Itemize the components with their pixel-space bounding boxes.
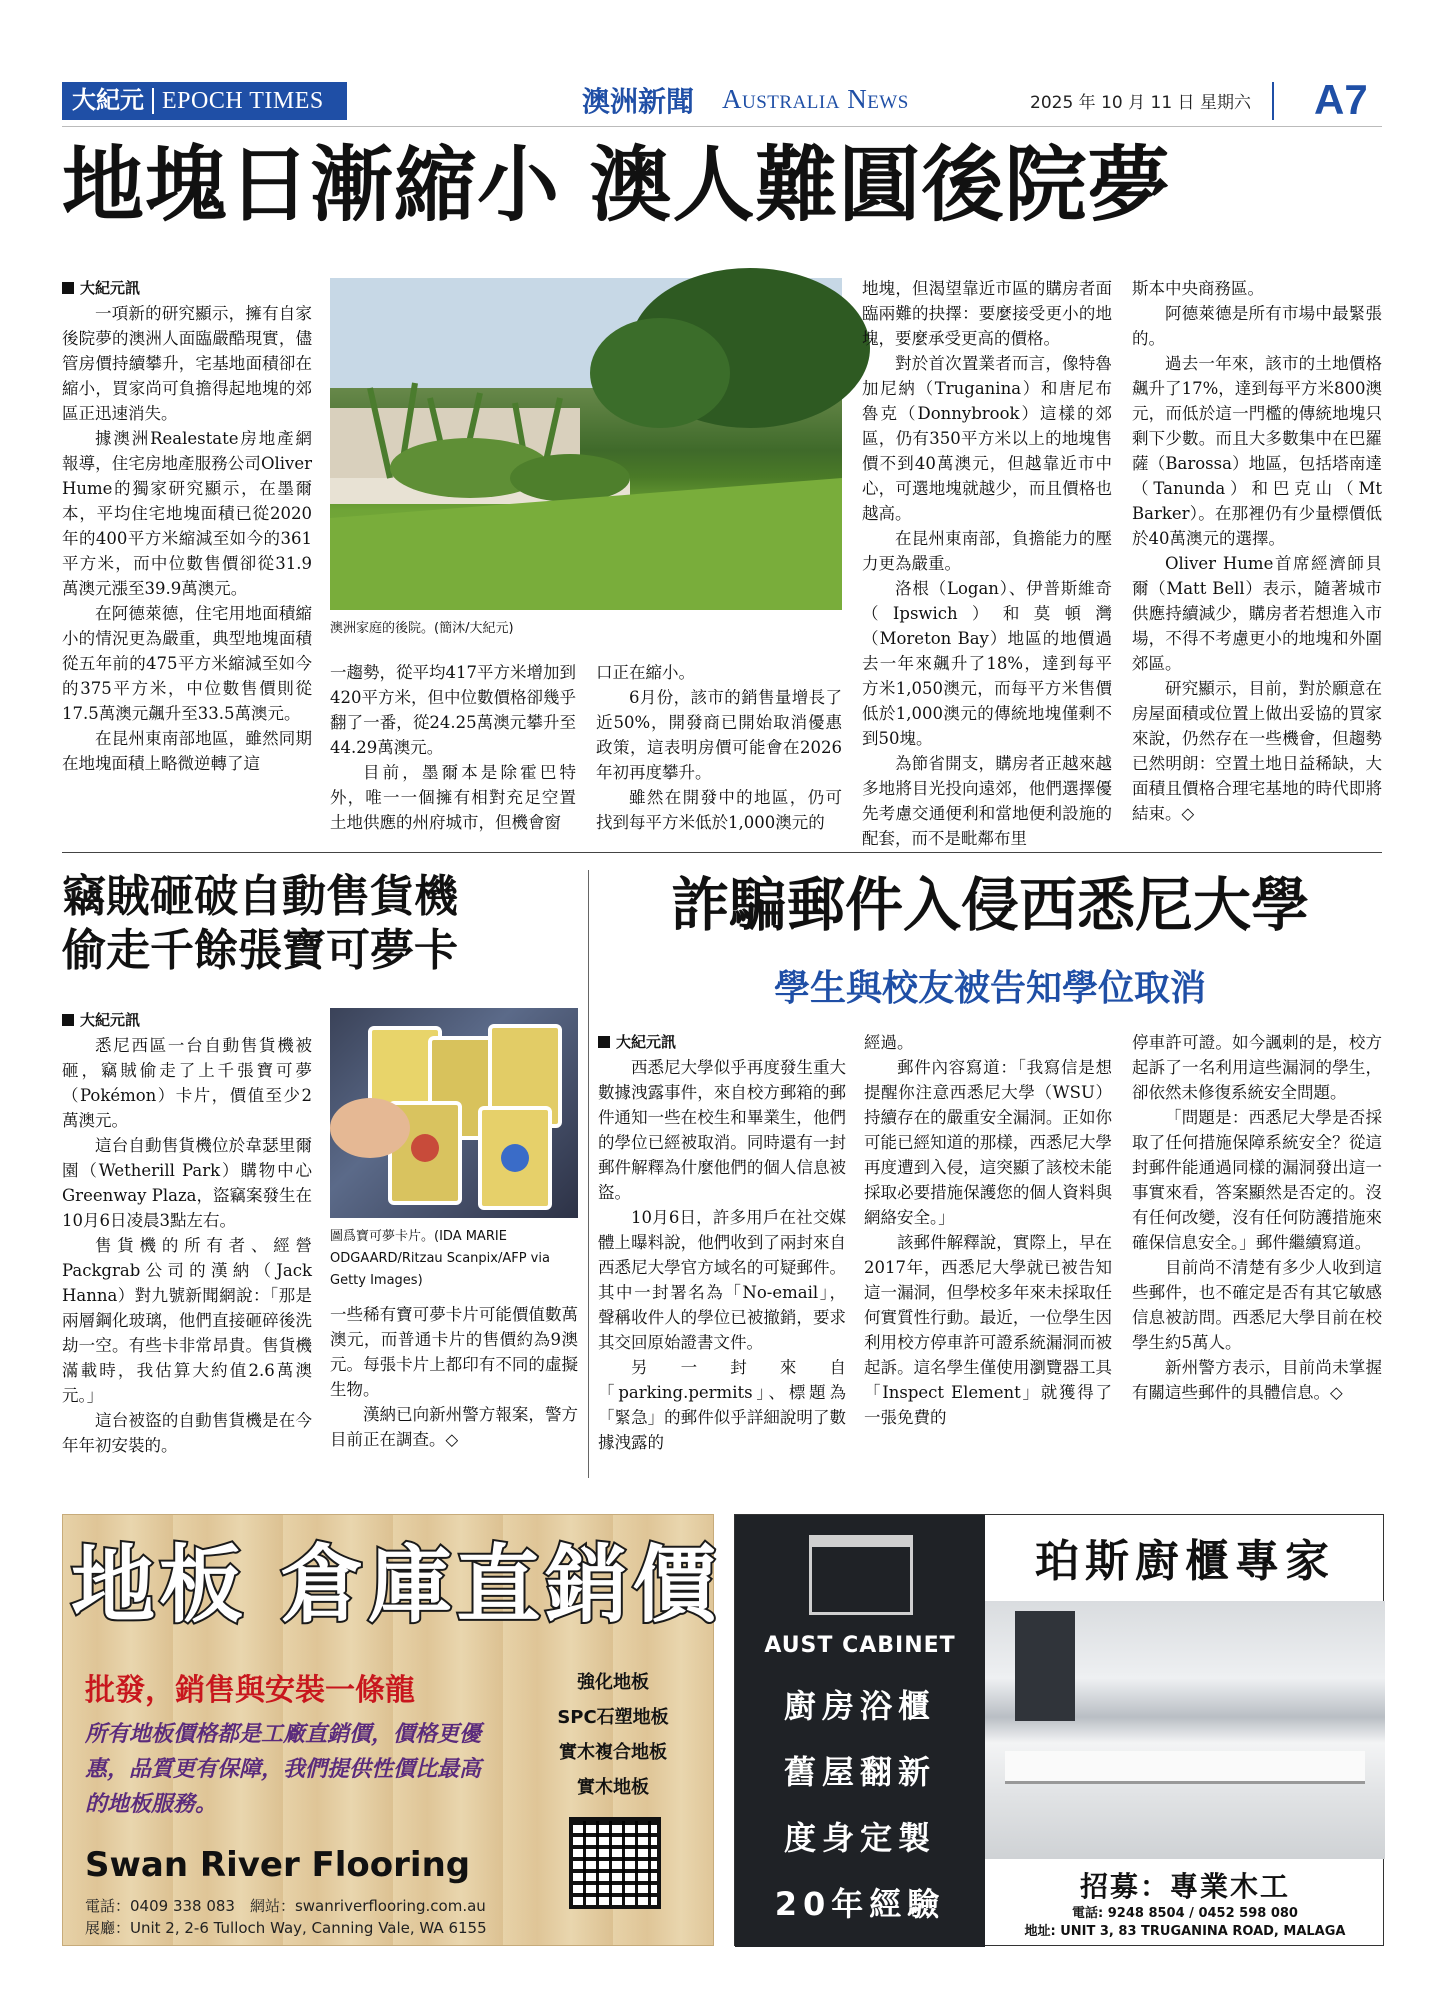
- article-paragraph: 10月6日，許多用戶在社交媒體上曝料說，他們收到了兩封來自西悉尼大學官方域名的可疑郵件。其中一封署名為「No-email」，聲稱收件人的學位已被撤銷，要求其交回原始證書文件。: [598, 1208, 846, 1352]
- cabinet-phone: 電話: 9248 8504 / 0452 598 080: [1072, 1906, 1298, 1921]
- article-paragraph: 這台被盜的自動售貨機是在今年年初安裝的。: [62, 1411, 312, 1455]
- epoch-times-logo: [62, 82, 347, 120]
- cabinet-service-item: 20年經驗: [774, 1885, 946, 1923]
- logo-english: EPOCH TIMES: [162, 87, 324, 114]
- vending-headline-line-2: 偷走千餘張寶可夢卡: [62, 925, 458, 976]
- article-paragraph: 據澳洲Realestate房地產網報導，住宅房地產服務公司Oliver Hume的獨家研究顯示，在墨爾本，平均住宅地塊面積已從2020年的400平方米縮減至如今的361平方米，而中位數售價卻從31.9萬澳元漲至39.9萬澳元。: [62, 429, 312, 598]
- issue-date: 2025 年 10 月 11 日 星期六: [1030, 93, 1251, 113]
- article-paragraph: 阿德萊德是所有市場中最緊張的。: [1132, 304, 1382, 348]
- article-paragraph: 一些稀有寶可夢卡片可能價值數萬澳元，而普通卡片的售價約為9澳元。每張卡片上都印有不同的虛擬生物。: [330, 1305, 578, 1399]
- article-paragraph: 斯本中央商務區。: [1132, 279, 1264, 298]
- pokemon-cards-photo: [330, 1008, 578, 1218]
- flooring-product-list: [533, 1665, 693, 1805]
- wsu-headline: 詐騙郵件入侵西悉尼大學: [670, 871, 1309, 939]
- article-paragraph: 停車許可證。如今諷刺的是，校方起訴了一名利用這些漏洞的學生，卻依然未修復系統安全問題。: [1132, 1033, 1382, 1102]
- vending-headline-line-1: 竊賊砸破自動售貨機: [62, 871, 458, 922]
- lead-headline: 地塊日漸縮小 澳人難圓後院夢: [62, 138, 1171, 233]
- article-paragraph: 6月份，該市的銷售量增長了近50%，開發商已開始取消優惠政策，這表明房價可能會在2026年初再度攀升。: [596, 688, 842, 782]
- cabinet-contact: [985, 1905, 1385, 1941]
- pokemon-cards-illustration: [330, 1008, 578, 1218]
- section-divider: [62, 852, 1382, 853]
- page-number-separator: [1272, 82, 1274, 120]
- masthead-rule: [62, 126, 1382, 127]
- flooring-contact: [85, 1895, 487, 1939]
- article-paragraph: 雖然在開發中的地區，仍可找到每平方米低於1,000澳元的: [596, 788, 842, 832]
- article-paragraph: 這台自動售貨機位於韋瑟里爾園（Wetherill Park）購物中心Greenway Plaza，盜竊案發生在10月6日凌晨3點左右。: [62, 1136, 312, 1230]
- flooring-product-item: 實木複合地板: [559, 1742, 667, 1763]
- wsu-column-3: [1132, 1030, 1382, 1478]
- vending-column-2: [330, 1302, 578, 1478]
- article-paragraph: 西悉尼大學似乎再度發生重大數據洩露事件，來自校方郵箱的郵件通知一些在校生和畢業生，他們的學位已經被取消。同時還有一封郵件解釋為什麼他們的個人信息被盜。: [598, 1058, 846, 1202]
- page-number: A7: [1314, 76, 1368, 123]
- cabinet-service-item: 度身定製: [783, 1819, 936, 1857]
- flooring-ad-headline: 地板 倉庫直銷價: [71, 1536, 721, 1634]
- article-paragraph: 在昆州東南部地區，雖然同期在地塊面積上略微逆轉了這: [62, 729, 312, 773]
- kitchen-photo: [985, 1601, 1385, 1859]
- wsu-subhead: 學生與校友被告知學位取消: [773, 968, 1206, 1009]
- article-paragraph: 洛根（Logan）、伊普斯維奇（Ipswich）和莫頓灣（Moreton Bay）地區的地價過去一年來飆升了18%，達到每平方米1,050澳元，而每平方米售價低於1,000澳元的傳統地塊僅剩不到50塊。: [862, 579, 1112, 748]
- cabinet-advert[interactable]: [734, 1514, 1384, 1946]
- article-paragraph: 郵件內容寫道：「我寫信是想提醒你注意西悉尼大學（WSU）持續存在的嚴重安全漏洞。正如你可能已經知道的那樣，西悉尼大學再度遭到入侵，這突顯了該校未能採取必要措施保護您的個人資料與網絡安全。」: [864, 1058, 1112, 1227]
- cabinet-ad-side-panel: [735, 1515, 985, 1947]
- lead-column-5: [1132, 276, 1382, 838]
- column-divider: [588, 870, 589, 1478]
- flooring-phone-website: 電話：0409 338 083 網站：swanriverflooring.com.au: [85, 1897, 486, 1915]
- byline: 大紀元訊: [598, 1030, 846, 1055]
- section-title-english: Australia News: [722, 84, 909, 114]
- flooring-ad-tagline: 批發，銷售與安裝一條龍: [85, 1673, 415, 1708]
- flooring-product-item: SPC石塑地板: [557, 1707, 669, 1728]
- article-paragraph: 一項新的研究顯示，擁有自家後院夢的澳洲人面臨嚴酷現實，儘管房價持續攀升，宅基地面積卻在縮小，買家尚可負擔得起地塊的郊區正迅速消失。: [62, 304, 312, 423]
- article-paragraph: 售貨機的所有者、經營Packgrab公司的漢納（Jack Hanna）對九號新聞網說：「那是兩層鋼化玻璃，他們直接砸碎後洗劫一空。有些卡非常昂貴。售貨機滿載時，我估算大約值2.6萬澳元。」: [62, 1236, 312, 1405]
- cabinet-company-name: AUST CABINET: [764, 1633, 956, 1658]
- byline: 大紀元訊: [62, 276, 312, 301]
- article-paragraph: 地塊，但渴望靠近市區的購房者面臨兩難的抉擇：要麼接受更小的地塊，要麼承受更高的價格。: [862, 279, 1112, 348]
- article-paragraph: 目前，墨爾本是除霍巴特外，唯一一個擁有相對充足空置土地供應的州府城市，但機會窗: [330, 763, 576, 832]
- article-paragraph: 漢納已向新州警方報案，警方目前正在調查。◇: [330, 1405, 578, 1449]
- article-paragraph: 研究顯示，目前，對於願意在房屋面積或位置上做出妥協的買家來說，仍然存在一些機會，但趨勢已然明朗：空置土地日益稀缺，大面積且價格合理宅基地的時代即將結束。◇: [1132, 679, 1382, 823]
- cabinet-address: 地址: UNIT 3, 83 TRUGANINA ROAD, MALAGA: [1024, 1924, 1346, 1939]
- masthead: [62, 76, 1382, 123]
- flooring-ad-description: 所有地板價格都是工廠直銷價，價格更優惠，品質更有保障，我們提供性價比最高的地板服務。: [85, 1722, 482, 1817]
- article-paragraph: 在阿德萊德，住宅用地面積縮小的情況更為嚴重，典型地塊面積從五年前的475平方米縮減至如今的375平方米，中位數售價則從17.5萬澳元飆升至33.5萬澳元。: [62, 604, 312, 723]
- article-paragraph: 新州警方表示，目前尚未掌握有關這些郵件的具體信息。◇: [1132, 1358, 1382, 1402]
- flooring-product-item: 強化地板: [577, 1672, 649, 1693]
- article-paragraph: 目前尚不清楚有多少人收到這些郵件，也不確定是否有其它敏感信息被訪問。西悉尼大學目前在校學生約5萬人。: [1132, 1258, 1382, 1352]
- article-paragraph: 在昆州東南部，負擔能力的壓力更為嚴重。: [862, 529, 1112, 573]
- article-paragraph: 該郵件解釋說，實際上，早在2017年，西悉尼大學就已被告知這一漏洞，但學校多年來未採取任何實質性行動。最近，一位學生因利用校方停車許可證系統漏洞而被起訴。這名學生僅使用瀏覽器工具「Inspect Element」就獲得了一張免費的: [864, 1233, 1112, 1427]
- wsu-column-1: [598, 1030, 846, 1478]
- backyard-illustration: [330, 278, 842, 610]
- cabinet-recruit-notice: 招募：專業木工: [1079, 1870, 1290, 1903]
- article-paragraph: 為節省開支，購房者正越來越多地將目光投向遠郊，他們選擇優先考慮交通便利和當地便利設施的配套，而不是毗鄰布里: [862, 754, 1112, 848]
- article-paragraph: 對於首次置業者而言，像特魯加尼納（Truganina）和唐尼布魯克（Donnybrook）這樣的郊區，仍有350平方米以上的地塊售價不到40萬澳元，但越靠近市中心，可選地塊就越少，而且價格也越高。: [862, 354, 1112, 523]
- cabinet-service-item: 廚房浴櫃: [783, 1687, 936, 1725]
- lead-column-4: [862, 276, 1112, 848]
- lead-column-2: [330, 660, 576, 838]
- section-title-chinese: 澳洲新聞: [582, 85, 695, 118]
- article-paragraph: 另一封來自「parking.permits」、標題為「緊急」的郵件似乎詳細說明了數據洩露的: [598, 1358, 846, 1452]
- article-paragraph: 「問題是：西悉尼大學是否採取了任何措施保障系統安全？從這封郵件能通過同樣的漏洞發出這一事實來看，答案顯然是否定的。沒有任何改變，沒有任何防護措施來確保信息安全。」郵件繼續寫道。: [1132, 1108, 1382, 1252]
- logo-chinese: 大紀元: [62, 88, 154, 114]
- flooring-product-item: 實木地板: [577, 1777, 649, 1798]
- flooring-brand-name: Swan River Flooring: [85, 1845, 471, 1885]
- flooring-showroom-address: 展廳：Unit 2, 2-6 Tulloch Way, Canning Vale, WA 6155: [85, 1919, 487, 1937]
- byline: 大紀元訊: [62, 1008, 312, 1033]
- backyard-photo-caption: 澳洲家庭的後院。(簡沐/大紀元): [330, 621, 514, 636]
- flooring-advert[interactable]: [62, 1514, 721, 1946]
- cabinet-service-list: [735, 1673, 985, 1937]
- article-paragraph: 悉尼西區一台自動售貨機被砸，竊賊偷走了上千張寶可夢（Pokémon）卡片，價值至少2萬澳元。: [62, 1036, 312, 1130]
- lead-column-1: [62, 276, 312, 838]
- article-paragraph: 口正在縮小。: [596, 663, 695, 682]
- cabinet-service-item: 舊屋翻新: [783, 1753, 936, 1791]
- article-paragraph: 過去一年來，該市的土地價格飆升了17%，達到每平方米800澳元，而低於這一門檻的傳統地塊只剩下少數。而且大多數集中在巴羅薩（Barossa）地區，包括塔南達（Tanunda）和巴克山（Mt Barker）。在那裡仍有少量標價低於40萬澳元的選擇。: [1132, 354, 1382, 548]
- vending-headline: [62, 870, 458, 978]
- cabinet-logo-icon: [809, 1535, 913, 1615]
- pokemon-photo-caption: 圖爲寶可夢卡片。(IDA MARIE ODGAARD/Ritzau Scanpix/AFP via Getty Images): [330, 1229, 550, 1288]
- article-paragraph: 經過。: [864, 1033, 914, 1052]
- article-paragraph: 一趨勢，從平均417平方米增加到420平方米，但中位數價格卻幾乎翻了一番，從24.25萬澳元攀升至44.29萬澳元。: [330, 663, 576, 757]
- qr-code-icon[interactable]: [569, 1817, 661, 1909]
- lead-column-3: [596, 660, 842, 838]
- article-paragraph: Oliver Hume首席經濟師貝爾（Matt Bell）表示，隨著城市供應持續減少，購房者若想進入市場，不得不考慮更小的地塊和外圍郊區。: [1132, 554, 1382, 673]
- wsu-column-2: [864, 1030, 1112, 1478]
- backyard-photo: [330, 278, 842, 610]
- cabinet-ad-title: 珀斯廚櫃專家: [1035, 1536, 1335, 1587]
- vending-column-1: [62, 1008, 312, 1478]
